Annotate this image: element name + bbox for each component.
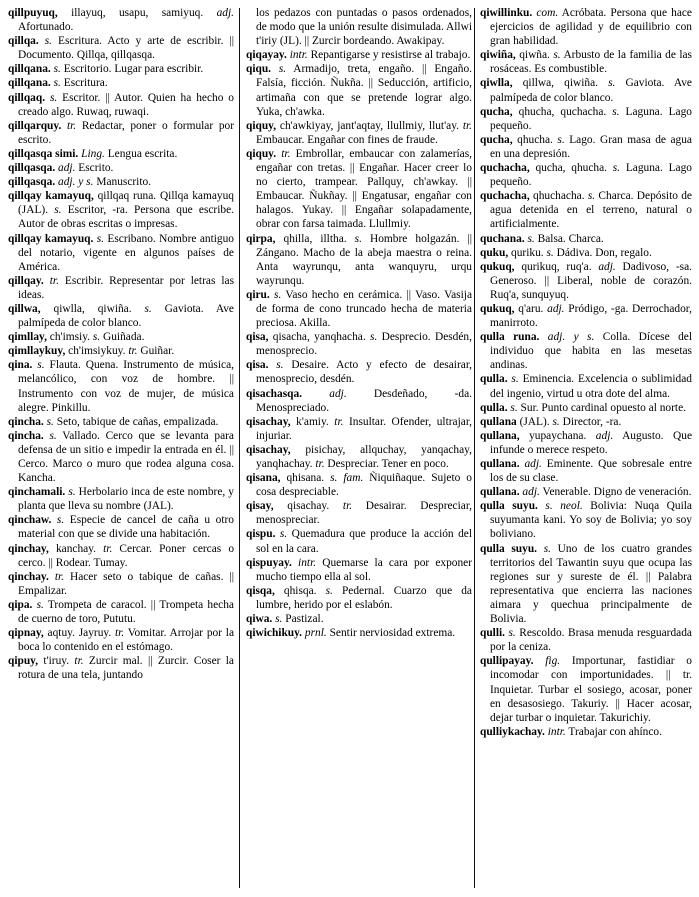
grammar-tag: s. <box>607 162 621 175</box>
entry-variants: (JAL). <box>516 415 550 428</box>
column-3 <box>480 6 692 739</box>
entry-variants: qhucha. <box>512 133 553 146</box>
dictionary-entry <box>8 91 234 119</box>
definition: Redactar, poner o formular por escrito. <box>18 119 234 146</box>
dictionary-entry <box>480 626 692 654</box>
dictionary-entry <box>8 274 234 302</box>
headword: qisachay, <box>246 415 291 428</box>
definition: Desprecio. Desdén, menosprecio. <box>256 331 472 358</box>
definition: Escritorio. Lugar para escribir. <box>60 63 204 76</box>
grammar-tag: s. <box>50 77 61 90</box>
headword: qillqa. <box>8 35 39 48</box>
definition: Repantigarse y resistirse al trabajo. <box>307 49 471 62</box>
definition: Escrito. <box>75 162 114 175</box>
headword: qisa. <box>246 359 269 372</box>
dictionary-entry <box>246 232 472 288</box>
headword: qincha. <box>8 429 44 442</box>
headword: qulli. <box>480 627 506 640</box>
grammar-tag: adj. <box>519 486 540 499</box>
dictionary-entry <box>246 527 472 555</box>
dictionary-entry <box>8 358 234 414</box>
definition: Quemarse la cara por exponer mucho tiempo ella al sol. <box>256 556 473 583</box>
grammar-tag: s. <box>90 331 101 344</box>
headword: qullana, <box>480 429 520 442</box>
dictionary-entry <box>480 246 692 260</box>
headword: qiwichikuy. <box>246 627 303 640</box>
headword: qina. <box>8 359 33 372</box>
dictionary-entry <box>246 147 472 232</box>
grammar-tag: s. <box>507 373 519 386</box>
column-divider <box>239 8 240 888</box>
headword: quchacha, <box>480 190 530 203</box>
headword: qillpuyuq, <box>8 7 58 19</box>
grammar-tag: adj. y s. <box>55 176 94 189</box>
grammar-tag: prnl. <box>302 627 327 640</box>
headword: qillqay kamayuq. <box>8 232 94 245</box>
headword: qiqu. <box>246 63 272 76</box>
entry-variants: yupaychana. <box>519 429 587 442</box>
dictionary-entry <box>246 471 472 499</box>
grammar-tag: s. <box>32 598 44 611</box>
headword: qisachay, <box>246 443 291 456</box>
definition: Colla. Dícese del individuo que habita en las mesetas andinas. <box>490 331 692 372</box>
headword: qukuq, <box>480 260 515 273</box>
headword: qirpa, <box>246 232 276 245</box>
dictionary-entry <box>246 556 472 584</box>
definition: Despreciar. Tener en poco. <box>324 458 449 470</box>
definition: Zurcir mal. || Zurcir. Coser la rotura de una tela, juntando <box>18 655 234 682</box>
grammar-tag: tr. <box>61 119 77 132</box>
dictionary-entry <box>480 330 692 372</box>
dictionary-entry <box>8 302 234 330</box>
dictionary-entry <box>246 62 472 118</box>
column-1 <box>8 6 234 683</box>
definition: Cercar. Poner cercas o cerco. || Rodear. Tumay. <box>18 542 235 569</box>
dictionary-entry <box>8 189 234 231</box>
entry-variants: quriku. <box>508 246 544 259</box>
dictionary-entry <box>246 330 472 358</box>
definition: Augusto. Que infunde o merece respeto. <box>490 429 692 456</box>
grammar-tag: adj. y s. <box>539 331 595 344</box>
headword: qisa, <box>246 331 269 344</box>
dictionary-entry <box>8 34 234 62</box>
dictionary-entry <box>246 626 472 640</box>
headword: qillqaq. <box>8 91 46 104</box>
definition: Eminencia. Excelencia o sublimidad del ingenio, virtud u otra dote del alma. <box>490 373 692 400</box>
definition: Flauta. Quena. Instrumento de música, melancólico, con voz de hombre. || Instrumento con voz de mujer, de música alegre. Pinkillu. <box>18 359 234 414</box>
dictionary-entry <box>480 725 692 739</box>
headword: qullana. <box>480 486 520 499</box>
definition: Escribano. Nombre antiguo del notario, vigente en algunos países de América. <box>18 232 234 273</box>
headword: qiquy. <box>246 147 277 160</box>
grammar-tag: tr. <box>111 627 125 640</box>
dictionary-entry <box>8 175 234 189</box>
dictionary-entry <box>480 485 692 499</box>
entry-variants: pisichay, allquchay, yanqachay, yanqhachay. <box>256 443 472 470</box>
headword: qillqasqa simi. <box>8 147 79 160</box>
column-divider <box>474 8 475 888</box>
headword: qimllay, <box>8 331 47 344</box>
grammar-tag: s. <box>552 133 565 146</box>
definition: Desdeñado, -da. Menospreciado. <box>256 387 472 414</box>
grammar-tag: tr. <box>312 458 325 470</box>
grammar-tag: Ling. <box>78 147 105 160</box>
definition: Uno de los cuatro grandes territorios del Tawantin suyu que ocupa las regiones sur y sureste de él. || Palabra representativa que encierra las naciones aimara y quechua principalmente de Bolivia. <box>490 542 692 626</box>
grammar-tag: s. <box>32 359 45 372</box>
definition: Vaso hecho en cerámica. || Vaso. Vasija de forma de cono truncado hecha de materia preciosa. Akilla. <box>256 288 472 330</box>
dictionary-entry <box>246 499 472 527</box>
definition: Lago. Gran masa de agua en una depresión. <box>490 133 692 160</box>
dictionary-entry <box>246 612 472 626</box>
grammar-tag: intr. <box>544 725 566 738</box>
grammar-tag: adj. <box>543 302 565 315</box>
dictionary-entry <box>480 415 692 429</box>
grammar-tag: s. <box>65 486 76 499</box>
definition: Manuscrito. <box>93 176 152 189</box>
dictionary-entry <box>480 232 692 246</box>
grammar-tag: intr. <box>291 556 317 569</box>
dictionary-entry <box>480 654 692 724</box>
dictionary-entry <box>246 288 472 330</box>
headword: qisqa, <box>246 584 275 597</box>
definition: Sentir nerviosidad extrema. <box>326 627 456 640</box>
grammar-tag: adj. <box>519 458 542 470</box>
headword: qiwa. <box>246 613 273 626</box>
dictionary-entry <box>246 119 472 147</box>
headword: qillwa, <box>8 302 41 315</box>
entry-variants: qhilla, illtha. <box>275 232 347 245</box>
grammar-tag: tr. <box>69 655 84 668</box>
entry-variants: aqtuy. Jayruy. <box>43 627 112 640</box>
grammar-tag: tr. <box>43 274 59 287</box>
dictionary-entry <box>8 485 234 513</box>
headword: quchacha, <box>480 162 530 175</box>
entry-variants: qiwlla, qiwiña. <box>40 302 132 315</box>
dictionary-entry <box>246 443 472 471</box>
definition: Trompeta de caracol. || Trompeta hecha de cuerno de toro, Pututu. <box>18 598 234 626</box>
dictionary-page <box>8 6 692 891</box>
definition: Rescoldo. Brasa menuda resguardada por la ceniza. <box>490 627 692 654</box>
grammar-tag: s. <box>51 514 65 527</box>
headword: qisay, <box>246 500 274 513</box>
definition: Especie de cancel de caña u otro material con que se divide una habitación. <box>18 514 234 541</box>
definition: Pastizal. <box>282 613 324 626</box>
headword: qillqarquy. <box>8 119 62 132</box>
definition: Herbolario inca de este nombre, y planta que lleva su nombre (JAL). <box>18 486 234 513</box>
dictionary-entry <box>246 48 472 62</box>
dictionary-entry <box>8 598 234 626</box>
definition: Hacer seto o tabique de cañas. || Empalizar. <box>18 570 234 597</box>
grammar-tag: s. <box>537 542 551 555</box>
definition: Hombre holgazán. || Zángano. Macho de la abeja maestra o reina. Anta wayrunqu, anta wanquyru, urqu wayrunqu. <box>256 232 472 287</box>
definition: Guiñada. <box>100 331 145 344</box>
entry-variants: kanchay. <box>48 542 97 555</box>
entry-variants: illayuq, usapu, samiyuq. <box>57 7 204 19</box>
dictionary-entry <box>8 429 234 485</box>
dictionary-entry <box>8 62 234 76</box>
entry-variants: qillqaq runa. Qillqa kamayuq (JAL). <box>18 190 234 217</box>
entry-variants: qhisana. <box>280 472 325 485</box>
headword: qulla. <box>480 401 508 414</box>
definition: Acróbata. Persona que hace ejercicios de agilidad y de equilibrio con gran habilidad. <box>490 7 692 48</box>
dictionary-entry <box>480 260 692 302</box>
definition: Trabajar con ahínco. <box>565 725 662 738</box>
entry-variants: qhucha, quchacha. <box>512 105 607 118</box>
definition: Laguna. Lago pequeño. <box>490 105 692 132</box>
headword: qinchay, <box>8 542 49 555</box>
definition: Escritor, -ra. Persona que escribe. Autor de obras escritas o impresas. <box>18 204 234 231</box>
grammar-tag: intr. <box>286 49 308 62</box>
grammar-tag: s. neol. <box>537 500 583 513</box>
grammar-tag: s. <box>597 77 616 90</box>
definition: Quemadura que produce la acción del sol en la cara. <box>256 528 472 555</box>
definition: Desaire. Acto y efecto de desairar, menosprecio, desdén. <box>256 359 472 386</box>
entry-variants: qillwa, qiwiña. <box>512 77 598 90</box>
headword: qinchay. <box>8 570 49 583</box>
headword: qiquy, <box>246 119 277 132</box>
entry-variants: qucha, qhucha. <box>529 162 608 175</box>
headword: qullipayay. <box>480 655 534 668</box>
definition: Sur. Punto cardinal opuesto al norte. <box>517 401 686 414</box>
definition: Escritura. <box>60 77 108 90</box>
definition: Insultar. Ofender, ultrajar, injuriar. <box>256 415 473 442</box>
definition: Guiñar. <box>137 345 175 358</box>
grammar-tag: fig. <box>533 655 561 668</box>
definition: Pedernal. Cuarzo que da lumbre, herido por el eslabón. <box>256 584 472 611</box>
dictionary-entry <box>480 161 692 189</box>
definition: Escritura. Acto y arte de escribir. || Documento. Qillqa, qillqasqa. <box>18 35 234 62</box>
headword: qiru. <box>246 288 270 301</box>
dictionary-entry <box>8 161 234 175</box>
grammar-tag: s. <box>43 429 57 442</box>
headword: qillqasqa. <box>8 176 56 189</box>
dictionary-entry <box>246 387 472 415</box>
definition: Venerable. Digno de veneración. <box>539 486 692 499</box>
entry-variants: t'iruy. <box>38 655 70 668</box>
grammar-tag: tr. <box>329 500 353 513</box>
headword: qulla suyu. <box>480 542 538 555</box>
grammar-tag: s. <box>131 302 152 315</box>
entry-variants: qhuchacha. <box>529 190 585 203</box>
headword: qulla suyu. <box>480 500 538 513</box>
headword: qinchaw. <box>8 514 52 527</box>
dictionary-entry <box>246 6 472 48</box>
definition: Balsa. Charca. <box>534 232 604 245</box>
definition: Embaucar. Engañar con fines de fraude. <box>256 133 438 146</box>
headword: qucha, <box>480 105 513 118</box>
grammar-tag: s. <box>38 35 53 48</box>
headword: qipuy, <box>8 655 39 668</box>
grammar-tag: s. <box>269 288 282 301</box>
dictionary-entry <box>8 654 234 682</box>
grammar-tag: s. <box>48 204 62 217</box>
headword: quchana. <box>480 232 525 245</box>
dictionary-entry <box>8 344 234 358</box>
headword: qincha. <box>8 415 44 428</box>
column-2 <box>246 6 472 640</box>
dictionary-entry <box>8 570 234 598</box>
grammar-tag: s. <box>93 232 105 245</box>
headword: qiwillinku. <box>480 7 533 19</box>
dictionary-entry <box>8 76 234 90</box>
grammar-tag: com. <box>532 7 559 19</box>
dictionary-entry <box>480 105 692 133</box>
definition: Importunar, fastidiar o incomodar con importunidades. || tr. Inquietar. Turbar el sosiego, acosar, poner en desasosiego. Takuriy. || Hacer acosar, dejar turbar o inquietar. Takurichiy. <box>490 655 692 724</box>
grammar-tag: s. <box>606 105 620 118</box>
headword: qiqayay. <box>246 49 287 62</box>
entry-variants: qisacha, yanqhacha. <box>268 331 366 344</box>
headword: qillqay kamayuq, <box>8 190 94 203</box>
definition: Laguna. Lago pequeño. <box>490 162 692 189</box>
definition: Afortunado. <box>18 21 74 34</box>
dictionary-entry <box>480 48 692 76</box>
headword: qulla. <box>480 373 508 386</box>
grammar-tag: tr. <box>459 119 473 132</box>
definition: Armadijo, treta, engaño. || Engaño. Falsía, ficción. Ñukña. || Seducción, artificio, artimaña con que se pretende lograr algo. Yuka, ch'awka. <box>256 63 472 118</box>
headword: qucha, <box>480 133 513 146</box>
grammar-tag: tr. <box>96 542 113 555</box>
dictionary-entry <box>8 232 234 274</box>
grammar-tag: s. <box>543 246 554 259</box>
headword: qisachasqa. <box>246 387 303 400</box>
dictionary-entry <box>480 457 692 485</box>
dictionary-entry <box>480 133 692 161</box>
grammar-tag: adj. <box>55 162 76 175</box>
grammar-tag: adj. <box>302 387 347 400</box>
headword: qipnay, <box>8 627 44 640</box>
headword: qisana, <box>246 472 281 485</box>
grammar-tag: tr. <box>48 570 64 583</box>
definition: Director, -ra. <box>559 415 622 428</box>
grammar-tag: s. <box>272 613 283 626</box>
grammar-tag: s. <box>268 359 284 372</box>
grammar-tag: s. <box>346 232 362 245</box>
entry-variants: ch'imsiy. <box>46 331 91 344</box>
headword: quku, <box>480 246 509 259</box>
definition: Escribir. Representar por letras las ideas. <box>18 274 235 301</box>
headword: qillqana. <box>8 63 51 76</box>
definition: Seto, tabique de cañas, empalizada. <box>53 415 219 428</box>
definition: Dádiva. Don, regalo. <box>553 246 652 259</box>
entry-variants: qurikuq, ruq'a. <box>514 260 592 273</box>
grammar-tag: s. <box>549 49 561 62</box>
definition: Escritor. || Autor. Quien ha hecho o creado algo. Ruwaq, ruwaqi. <box>18 91 234 118</box>
entry-variants: qiwña. <box>515 49 550 62</box>
grammar-tag: s. <box>507 401 518 414</box>
dictionary-entry <box>8 119 234 147</box>
headword: qispu. <box>246 528 276 541</box>
headword: qipa. <box>8 598 33 611</box>
dictionary-entry <box>8 147 234 161</box>
definition: Gaviota. Ave palmípeda de color blanco. <box>18 302 234 330</box>
entry-variants: ch'imsiykuy. <box>65 345 126 358</box>
definition: Arbusto de la familia de las rosáceas. Es combustible. <box>490 49 692 76</box>
definition: Vallado. Cerco que se levanta para defensa de un sitio e impedir la entrada en él. || Cerco. Marco o muro que rodea alguna cosa. Kancha. <box>18 429 234 485</box>
definition: Pródigo, -ga. Derrochador, manirroto. <box>490 302 692 330</box>
entry-variants: qisachay. <box>273 500 330 513</box>
dictionary-entry <box>480 76 692 104</box>
definition: Embrollar, embaucar con zalamerías, engañar con tretas. || Engañar. Hacer creer lo no cierto, trampear. Pallquy, ch'awkay. || Embaucar. Ñukñay. || Engatusar, engañar con halagos. Yukay. || Engañar solapadamente, obrar con farsa taimada. Llullmiy. <box>256 147 473 231</box>
dictionary-entry <box>480 401 692 415</box>
dictionary-entry <box>480 372 692 400</box>
headword: qulla runa. <box>480 331 540 344</box>
dictionary-entry <box>8 6 234 34</box>
dictionary-entry <box>480 302 692 330</box>
headword: qullana. <box>480 458 520 470</box>
grammar-tag: s. <box>316 584 333 597</box>
definition: Eminente. Que sobresale entre los de su clase. <box>490 458 692 485</box>
headword: qillqasqa. <box>8 162 56 175</box>
headword: qiwiña, <box>480 49 516 62</box>
headword: qukuq, <box>480 302 515 315</box>
headword: qullana <box>480 415 517 428</box>
definition: Bolivia: Nuqa Quila suyumanta kani. Yo soy de Bolivia; yo soy boliviano. <box>490 500 692 541</box>
grammar-tag: s. <box>275 528 288 541</box>
dictionary-entry <box>8 513 234 541</box>
headword: qispuyay. <box>246 556 292 569</box>
grammar-tag: tr. <box>125 345 138 358</box>
headword: qiwlla, <box>480 77 513 90</box>
grammar-tag: s. <box>549 415 560 428</box>
grammar-tag: adj. <box>591 260 616 273</box>
dictionary-entry <box>246 415 472 443</box>
entry-variants: q'aru. <box>514 302 544 315</box>
definition: Gaviota. Ave palmípeda de color blanco. <box>490 77 692 104</box>
grammar-tag: s. <box>584 190 596 203</box>
grammar-tag: tr. <box>328 415 344 428</box>
grammar-tag: s. <box>43 415 54 428</box>
definition: Dadivoso, -sa. Generoso. || Liberal, noble de corazón. Ruq'a, sunquyuq. <box>490 260 692 301</box>
dictionary-entry <box>480 6 692 48</box>
dictionary-entry <box>480 429 692 457</box>
headword: qillqay. <box>8 274 44 287</box>
entry-variants: ch'awkiyay, jant'aqtay, llullmiy, llut'ay. <box>276 119 460 132</box>
grammar-tag: s. <box>45 91 58 104</box>
dictionary-entry <box>246 584 472 612</box>
entry-variants: los pedazos con puntadas o pasos ordenados, de modo que la unión resulte disimulada. Allwi t'iriy (JL). || Zurcir bordeando. Awakipay. <box>256 7 472 48</box>
definition: Desairar. Despreciar, menospreciar. <box>256 500 472 527</box>
headword: qillqana. <box>8 77 51 90</box>
definition: Vomitar. Arrojar por la boca lo contenido en el estómago. <box>18 627 234 654</box>
dictionary-entry <box>480 189 692 231</box>
entry-variants: k'amiy. <box>290 415 329 428</box>
grammar-tag: s. <box>505 627 516 640</box>
grammar-tag: adj. <box>203 7 234 19</box>
headword: qinchamali. <box>8 486 66 499</box>
dictionary-entry <box>246 358 472 386</box>
headword: qimllaykuy, <box>8 345 66 358</box>
dictionary-entry <box>480 499 692 541</box>
dictionary-entry <box>8 542 234 570</box>
grammar-tag: tr. <box>276 147 291 160</box>
definition: Ñiquiñaque. Sujeto o cosa despreciable. <box>256 472 472 499</box>
dictionary-entry <box>8 330 234 344</box>
grammar-tag: s. <box>524 232 535 245</box>
headword: qulliykachay. <box>480 725 545 738</box>
dictionary-entry <box>8 415 234 429</box>
dictionary-entry <box>8 626 234 654</box>
grammar-tag: s. <box>365 331 378 344</box>
grammar-tag: s. <box>50 63 61 76</box>
entry-variants: qhisqa. <box>274 584 317 597</box>
grammar-tag: adj. <box>586 429 614 442</box>
grammar-tag: s. <box>271 63 287 76</box>
definition: Lengua escrita. <box>104 147 178 160</box>
dictionary-entry <box>480 542 692 627</box>
definition: Charca. Depósito de agua detenida en el terreno, natural o artificialmente. <box>490 190 692 231</box>
grammar-tag: s. fam. <box>324 472 364 485</box>
